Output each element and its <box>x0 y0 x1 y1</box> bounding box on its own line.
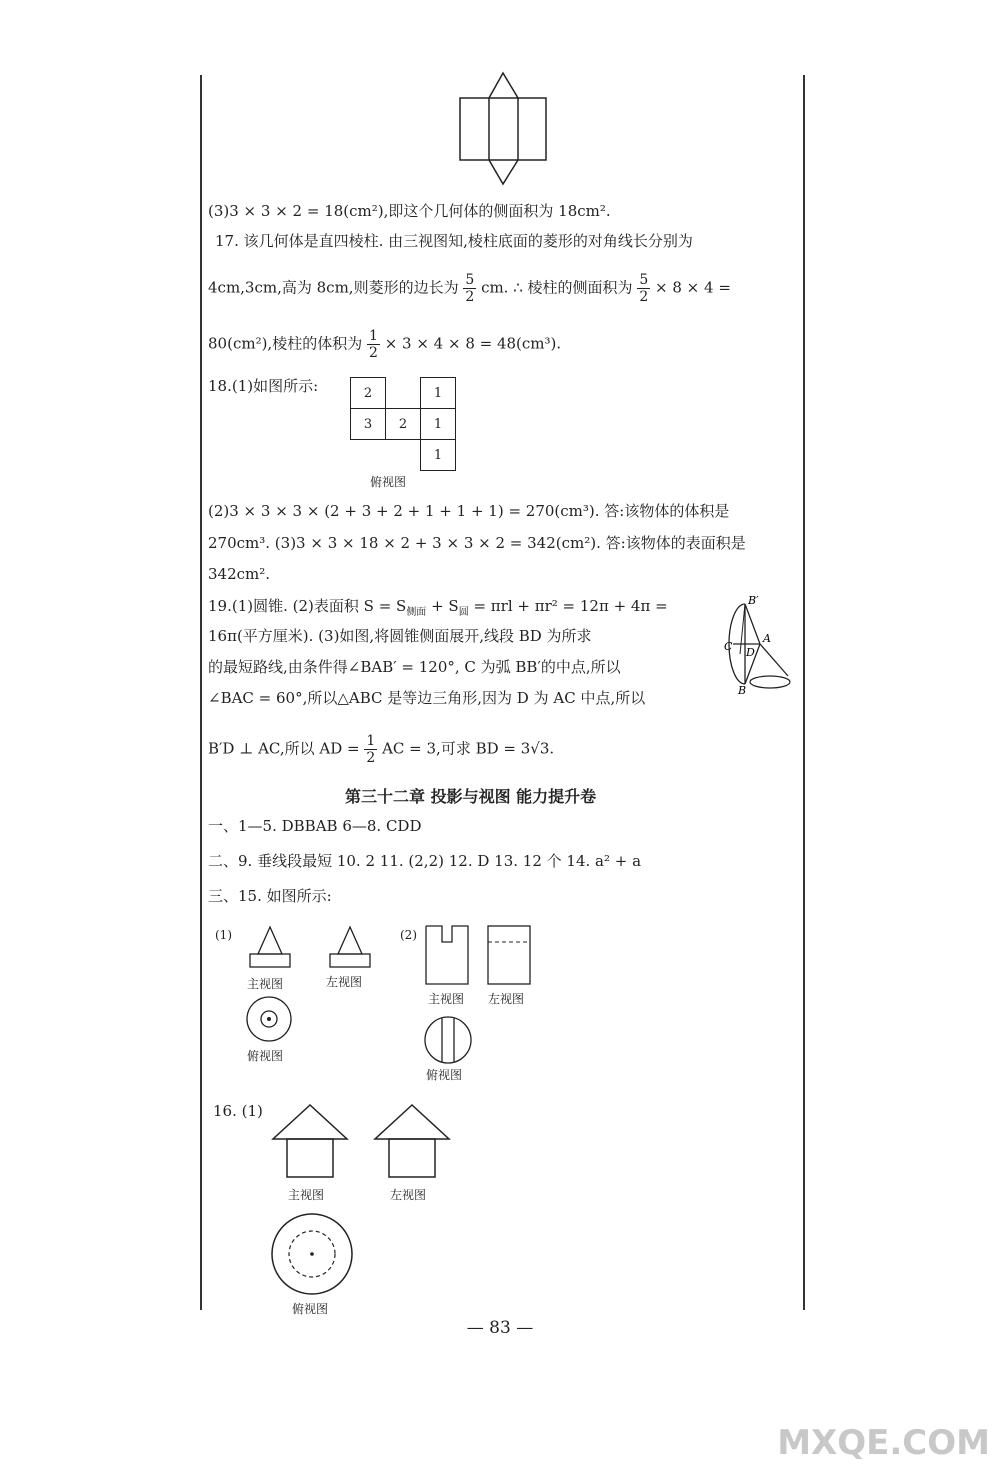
watermark: MXQE.COM <box>777 1423 990 1463</box>
left-view-caption: 左视图 <box>488 992 525 1006</box>
text-line: 16. (1) <box>213 1102 263 1120</box>
fraction-numerator: 5 <box>465 272 475 288</box>
left-view-caption: 左视图 <box>390 1188 427 1202</box>
figure-label: (1) <box>215 928 232 942</box>
text-line: 二、9. 垂线段最短 10. 2 11. (2,2) 12. D 13. 12 个 14. a² + a <box>208 852 642 870</box>
fig16-main-view <box>270 1102 350 1182</box>
fraction-denominator: 2 <box>366 750 376 766</box>
text-span: × 3 × 4 × 8 = 48(cm³). <box>384 334 562 353</box>
point-label: D <box>746 646 755 659</box>
fraction-numerator: 1 <box>366 733 376 749</box>
fig15-1-top-view <box>244 995 294 1045</box>
fig16-left-view <box>372 1102 452 1182</box>
fraction-one-half <box>367 328 380 361</box>
text-line <box>208 595 668 624</box>
top-view-caption: 俯视图 <box>426 1068 463 1082</box>
text-span: cm. ∴ 棱柱的侧面积为 <box>481 278 633 297</box>
text-span: 80(cm²),棱柱的体积为 <box>208 334 363 353</box>
main-view-caption: 主视图 <box>247 977 284 991</box>
fraction-one-half <box>364 733 377 766</box>
text-line: 18.(1)如图所示: <box>208 377 319 395</box>
page-number: — 83 — <box>466 1318 534 1338</box>
fig15-2-left-view <box>486 924 536 986</box>
text-span: × 8 × 4 = <box>655 278 731 297</box>
fraction-denominator: 2 <box>465 289 475 305</box>
text-line: (3)3 × 3 × 2 = 18(cm²),即这个几何体的侧面积为 18cm². <box>208 202 611 220</box>
fig15-2-main-view <box>424 924 474 986</box>
left-margin-line <box>200 75 202 1310</box>
grid-cell: 2 <box>351 378 386 409</box>
top-view-grid <box>350 377 456 471</box>
grid-cell <box>386 378 421 409</box>
fraction-five-halves <box>637 272 650 305</box>
grid-cell: 2 <box>386 409 421 440</box>
text-span: = πrl + πr² = 12π + 4π = <box>468 597 668 615</box>
grid-cell: 3 <box>351 409 386 440</box>
left-view-caption: 左视图 <box>326 975 363 989</box>
fraction-numerator: 1 <box>368 328 378 344</box>
text-line: 16π(平方厘米). (3)如图,将圆锥侧面展开,线段 BD 为所求 <box>208 627 592 645</box>
fraction-denominator: 2 <box>639 289 649 305</box>
text-span: B′D ⊥ AC,所以 AD = <box>208 739 360 758</box>
right-margin-line <box>803 75 805 1310</box>
text-line <box>208 328 561 361</box>
text-span: + S <box>426 597 459 615</box>
grid-cell: 1 <box>421 409 456 440</box>
text-span: 4cm,3cm,高为 8cm,则菱形的边长为 <box>208 278 459 297</box>
text-line: 一、1—5. DBBAB 6—8. CDD <box>208 817 422 835</box>
text-line: 270cm³. (3)3 × 3 × 18 × 2 + 3 × 3 × 2 = 342(cm²). 答:该物体的表面积是 <box>208 534 746 552</box>
text-line: 三、15. 如图所示: <box>208 887 332 905</box>
grid-cell: 1 <box>421 378 456 409</box>
point-label: C <box>724 640 733 653</box>
subscript: 圆 <box>458 607 469 618</box>
top-view-caption: 俯视图 <box>247 1049 284 1063</box>
text-span: AC = 3,可求 BD = 3√3. <box>382 739 555 758</box>
fraction-denominator: 2 <box>368 345 378 361</box>
text-line: (2)3 × 3 × 3 × (2 + 3 + 2 + 1 + 1 + 1) = 270(cm³). 答:该物体的体积是 <box>208 502 730 520</box>
main-view-caption: 主视图 <box>288 1188 325 1202</box>
text-line: 342cm². <box>208 565 271 583</box>
cone-unfolded-figure <box>724 594 800 697</box>
main-view-caption: 主视图 <box>428 992 465 1006</box>
point-label: B <box>738 684 747 697</box>
point-label: B′ <box>748 594 759 607</box>
text-line <box>208 733 554 766</box>
grid-cell: 1 <box>421 440 456 471</box>
chapter-title: 第三十二章 投影与视图 能力提升卷 <box>345 787 597 806</box>
grid-cell <box>351 440 386 471</box>
fraction-numerator: 5 <box>639 272 649 288</box>
text-line <box>208 272 731 305</box>
grid-cell <box>386 440 421 471</box>
text-line: 的最短路线,由条件得∠BAB′ = 120°, C 为弧 BB′的中点,所以 <box>208 658 621 676</box>
prism-net-figure <box>455 48 555 188</box>
text-span: 19.(1)圆锥. (2)表面积 S = S <box>208 597 407 615</box>
text-line: 17. 该几何体是直四棱柱. 由三视图知,棱柱底面的菱形的对角线长分别为 <box>215 232 693 250</box>
fig15-1-main-view <box>245 922 295 972</box>
subscript: 侧面 <box>406 607 427 618</box>
figure-label: (2) <box>400 928 417 942</box>
top-view-caption: 俯视图 <box>292 1302 329 1316</box>
fig15-1-left-view <box>325 922 375 972</box>
figure-caption: 俯视图 <box>370 475 407 489</box>
fig16-top-view <box>270 1212 354 1296</box>
point-label: A <box>763 632 771 645</box>
fig15-2-top-view <box>422 1015 474 1065</box>
text-line: ∠BAC = 60°,所以△ABC 是等边三角形,因为 D 为 AC 中点,所以 <box>208 689 646 707</box>
fraction-five-halves <box>463 272 476 305</box>
